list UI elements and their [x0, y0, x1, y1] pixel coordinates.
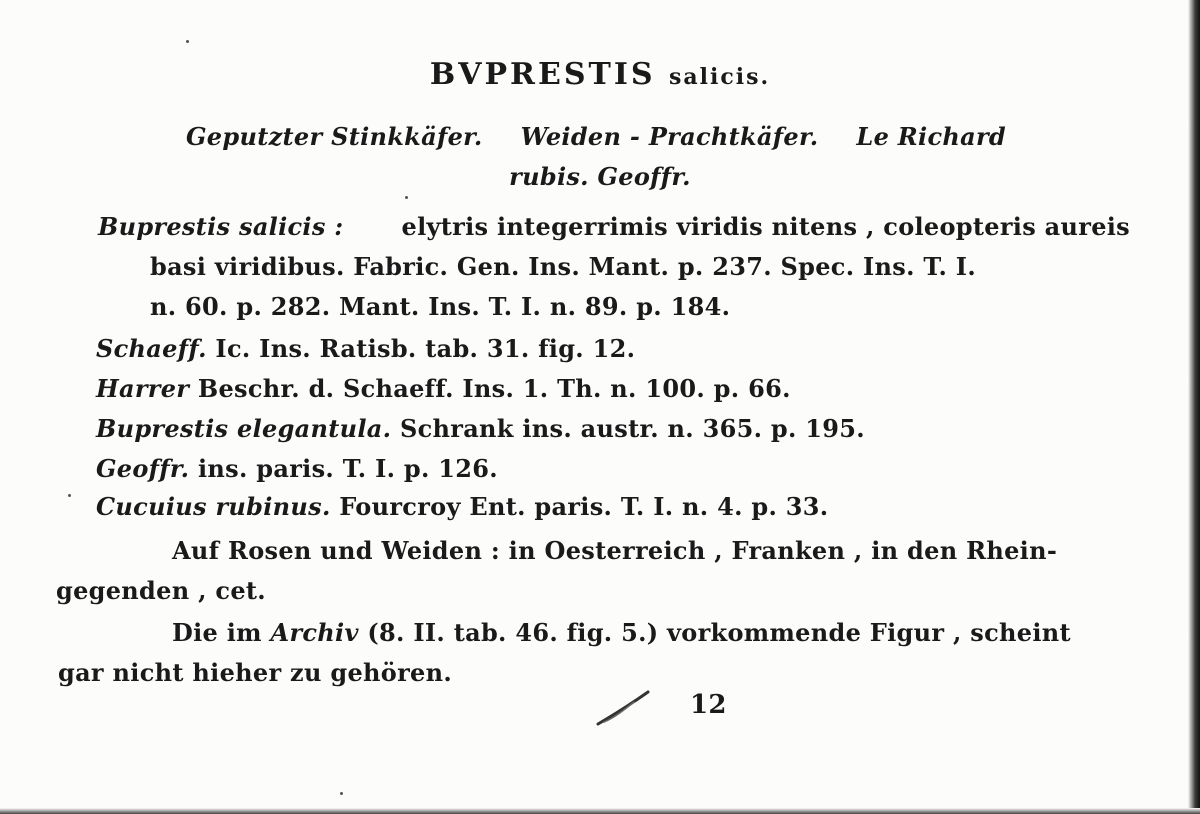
scan-speck — [405, 196, 408, 199]
scan-border-right — [1188, 0, 1200, 814]
entry-first-line — [98, 212, 1130, 242]
paragraph-2-text-post: (8. II. tab. 46. fig. 5.) vorkommende Figur , scheint — [358, 618, 1071, 647]
reference-line — [96, 374, 791, 404]
pencil-check-mark — [594, 688, 654, 728]
reference-line — [96, 414, 865, 444]
paragraph-2-line-1 — [172, 618, 1071, 648]
paragraph-2-archiv: Archiv — [270, 618, 359, 647]
scan-border-bottom — [0, 808, 1200, 814]
reference-line — [96, 492, 828, 522]
paragraph-2-line-2: gar nicht hieher zu gehören. — [58, 658, 453, 687]
page-number: 12 — [690, 690, 727, 720]
reference-text: Fourcroy Ent. paris. T. I. n. 4. p. 33. — [330, 492, 829, 521]
common-names-line-1 — [186, 122, 1006, 152]
reference-author: Cucuius rubinus. — [96, 492, 331, 521]
reference-author: Geoffr. — [96, 454, 190, 483]
common-name-german-2: Weiden - Prachtkäfer. — [520, 122, 819, 151]
common-name-french: Le Richard — [856, 122, 1006, 151]
species-name: salicis. — [668, 64, 771, 90]
reference-author: Buprestis elegantula. — [96, 414, 392, 443]
page-title — [0, 57, 1200, 92]
reference-line — [96, 454, 498, 484]
common-names-line-2: rubis. Geoffr. — [509, 162, 691, 191]
scan-speck — [186, 40, 189, 43]
paragraph-1-line-1: Auf Rosen und Weiden : in Oesterreich , Franken , in den Rhein- — [172, 536, 1058, 565]
entry-description: elytris integerrimis viridis nitens , coleopteris aureis — [401, 212, 1130, 241]
entry-name: Buprestis salicis : — [98, 212, 344, 241]
paragraph-2-text-pre: Die im — [172, 618, 271, 647]
reference-line — [96, 334, 635, 364]
reference-text: Ic. Ins. Ratisb. tab. 31. fig. 12. — [206, 334, 636, 363]
scan-speck — [68, 494, 71, 497]
reference-text: Beschr. d. Schaeff. Ins. 1. Th. n. 100. p. 66. — [189, 374, 791, 403]
entry-second-line: basi viridibus. Fabric. Gen. Ins. Mant. p. 237. Spec. Ins. T. I. — [150, 252, 976, 281]
reference-author: Harrer — [96, 374, 190, 403]
reference-text: Schrank ins. austr. n. 365. p. 195. — [391, 414, 865, 443]
common-name-german-1: Geputzter Stinkkäfer. — [186, 122, 483, 151]
paragraph-1-line-2: gegenden , cet. — [56, 576, 266, 605]
entry-third-line: n. 60. p. 282. Mant. Ins. T. I. n. 89. p. 184. — [150, 292, 731, 321]
genus-name: BVPRESTIS — [429, 57, 656, 92]
scan-speck — [340, 792, 343, 795]
reference-author: Schaeff. — [96, 334, 207, 363]
reference-text: ins. paris. T. I. p. 126. — [189, 454, 498, 483]
